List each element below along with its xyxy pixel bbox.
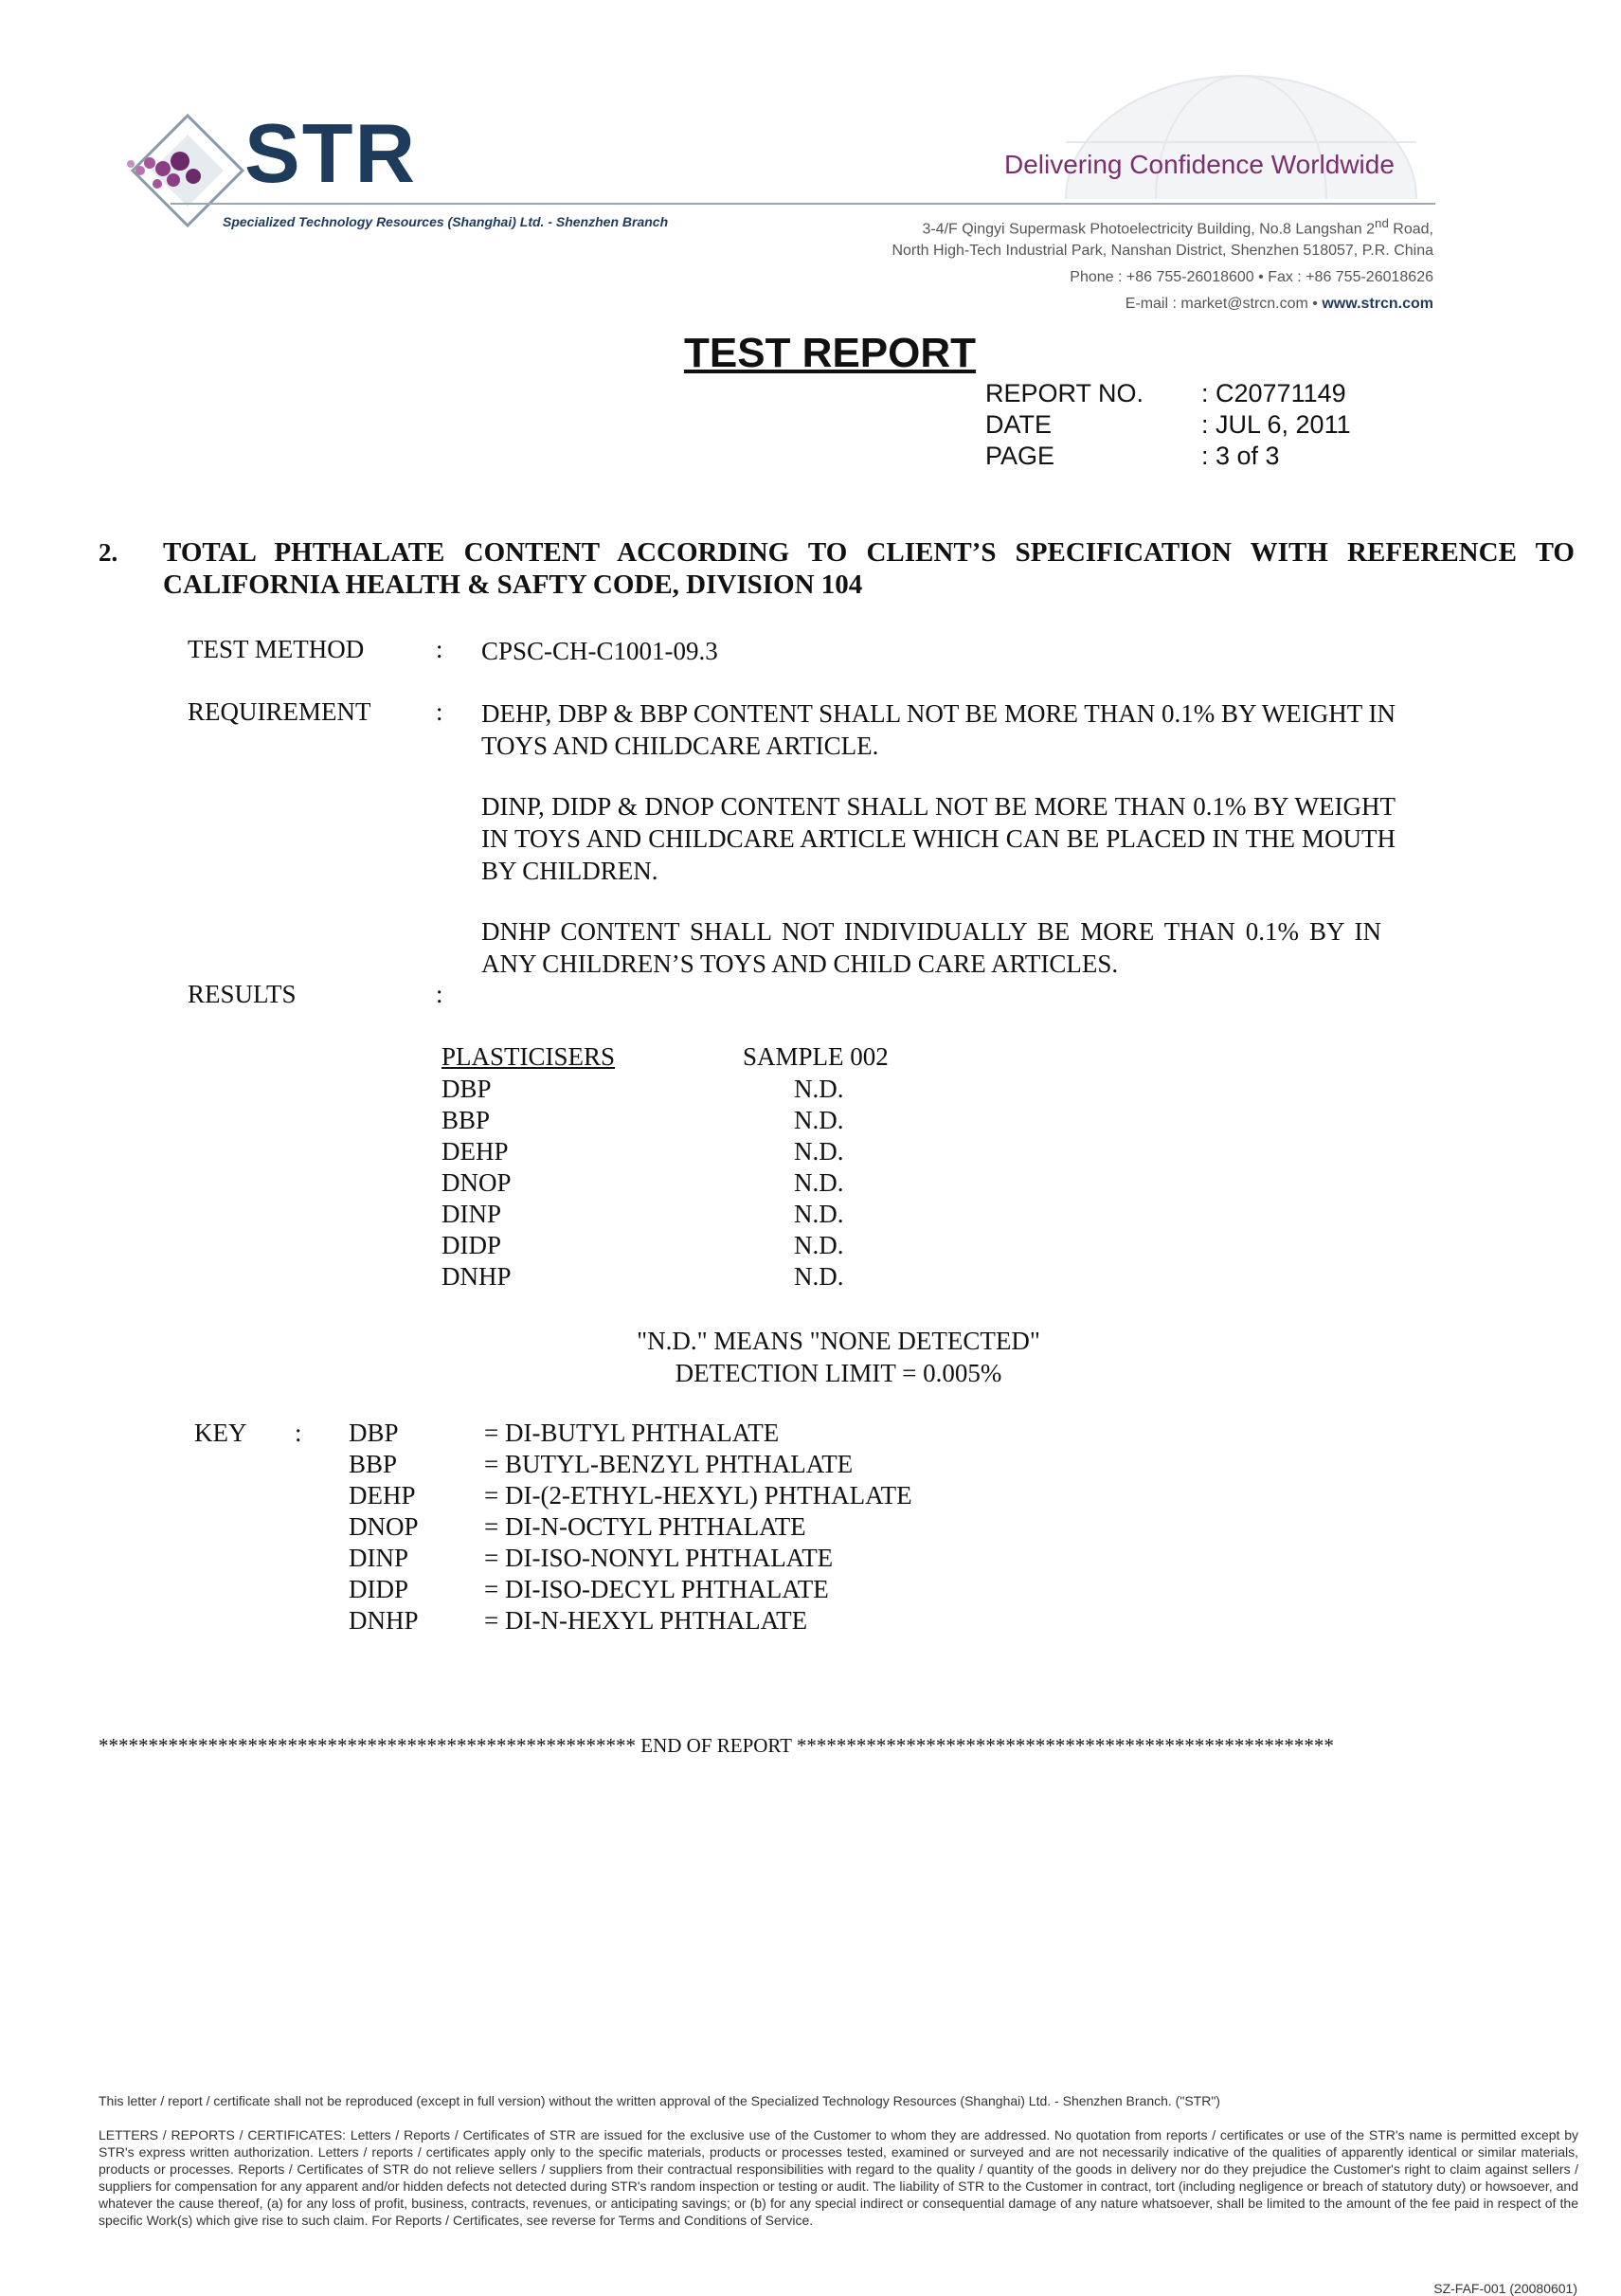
key-meaning: = DI-N-HEXYL PHTHALATE [484,1606,808,1635]
key-meanings [484,1418,912,1636]
footer-reproduction-notice: This letter / report / certificate shall not be reproduced (except in full version) without the written approval of the Specialized Technology Resources (Shanghai) Ltd. - Shenzhen Branch. ("STR") [99,2093,1220,2108]
key-label: KEY [194,1419,247,1447]
email: E-mail : market@strcn.com [1125,296,1308,312]
key-meaning: = DI-(2-ETHYL-HEXYL) PHTHALATE [484,1481,912,1510]
meta-date-label: DATE [985,410,1053,439]
requirement-label: REQUIREMENT [188,697,371,726]
key-meaning: = DI-N-OCTYL PHTHALATE [484,1512,806,1541]
test-method-colon: : [436,635,443,663]
requirement-paragraph-1: DEHP, DBP & BBP CONTENT SHALL NOT BE MORE THAN 0.1% BY WEIGHT IN TOYS AND CHILDCARE ARTICLE. [481,699,1396,760]
email-website: E-mail : market@strcn.com • www.strcn.com [1125,296,1433,312]
nd-note: "N.D." MEANS "NONE DETECTED" [637,1327,1040,1355]
results-table-names [441,1074,512,1293]
address-line-2: North High-Tech Industrial Park, Nanshan District, Shenzhen 518057, P.R. China [892,243,1433,259]
table-row-name: DNOP [441,1168,512,1197]
table-row-value: N.D. [794,1075,844,1103]
meta-date-value: : JUL 6, 2011 [1201,410,1351,439]
key-abbr: DIDP [349,1575,409,1603]
table-row-name: BBP [441,1106,491,1134]
end-of-report: ****************************************************** END OF REPORT ****************************************************** [99,1734,1334,1757]
table-header-sample: SAMPLE 002 [743,1042,889,1071]
table-header-plasticisers: PLASTICISERS [441,1042,616,1071]
address-line-1: 3-4/F Qingyi Supermask Photoelectricity Building, No.8 Langshan 2nd Road, [922,216,1433,238]
results-table-values [794,1074,844,1293]
meta-page-value: : 3 of 3 [1201,442,1280,470]
table-row-value: N.D. [794,1137,844,1166]
requirement-colon: : [436,697,443,726]
table-row-value: N.D. [794,1262,844,1291]
company-name: Specialized Technology Resources (Shanghai) Ltd. - Shenzhen Branch [223,214,669,229]
section-title: TOTAL PHTHALATE CONTENT ACCORDING TO CLIENT’S SPECIFICATION WITH REFERENCE TO CALIFORNIA HEALTH & SAFTY CODE, DIVISION 104 [163,537,1575,600]
key-colon: : [295,1419,302,1447]
table-row-name: DEHP [441,1137,509,1166]
key-abbr: DINP [349,1544,409,1572]
detection-limit: DETECTION LIMIT = 0.005% [675,1359,1002,1387]
key-abbr: DEHP [349,1481,416,1510]
key-abbreviations [349,1418,419,1636]
table-row-value: N.D. [794,1106,844,1134]
test-method-value: CPSC-CH-C1001-09.3 [481,637,718,665]
test-method-label: TEST METHOD [188,635,365,663]
table-row-value: N.D. [794,1231,844,1259]
form-code: SZ-FAF-001 (20080601) [1433,2281,1577,2296]
table-row-name: DBP [441,1075,492,1103]
key-abbr: DBP [349,1419,399,1447]
key-meaning: = DI-ISO-DECYL PHTHALATE [484,1575,829,1603]
results-label: RESULTS [188,980,297,1008]
key-abbr: DNHP [349,1606,419,1635]
footer-terms: LETTERS / REPORTS / CERTIFICATES: Letters / Reports / Certificates of STR are issued for the exclusive use of the Customer to whom they are addressed. No quotation from reports / certificates or use of the STR's name is permitted except by STR's express written authorization. Letters / reports / certificates apply only to the specific materials, products or processes tested, examined or surveyed and are not necessarily indicative of the qualities of apparently identical or similar materials, products or processes. Reports / Certificates of STR do not relieve sellers / suppliers from their contractual responsibilities with regard to the quality / quantity of the goods in delivery nor do they prejudice the Customer's right to claim against sellers / suppliers for compensation for any apparent and/or hidden defects not detected during STR's random inspection or testing or audit. The liability of STR to the Customer in contract, tort (including negligence or breach of statutory duty) or howsoever, and whatever the cause thereof, (a) for any loss of profit, business, contracts, revenues, or anticipating savings; or (b) for any special indirect or consequential damage of any nature whatsoever, shall be limited to the amount of the fee paid in respect of the specific Work(s) which give rise to such claim. For Reports / Certificates, see reverse for Terms and Conditions of Service. [99,2127,1578,2228]
website-link[interactable]: www.strcn.com [1322,296,1433,312]
phone-fax: Phone : +86 755-26018600 • Fax : +86 755-26018626 [1070,269,1433,285]
header-divider [171,203,1435,205]
report-title: TEST REPORT [684,330,977,376]
section-number: 2. [99,538,118,567]
results-colon: : [436,980,443,1008]
table-row-name: DNHP [441,1262,512,1291]
str-logo-text: STR [244,106,417,200]
requirement-paragraph-2: DINP, DIDP & DNOP CONTENT SHALL NOT BE MORE THAN 0.1% BY WEIGHT IN TOYS AND CHILDCARE ARTICLE WHICH CAN BE PLACED IN THE MOUTH BY CHILDREN. [481,792,1396,885]
key-meaning: = BUTYL-BENZYL PHTHALATE [484,1450,854,1478]
key-abbr: BBP [349,1450,398,1478]
tagline: Delivering Confidence Worldwide [1004,150,1395,179]
table-row-name: DINP [441,1200,502,1228]
requirement-paragraph-3: DNHP CONTENT SHALL NOT INDIVIDUALLY BE MORE THAN 0.1% BY IN ANY CHILDREN’S TOYS AND CHILD CARE ARTICLES. [481,917,1381,978]
key-meaning: = DI-ISO-NONYL PHTHALATE [484,1544,834,1572]
key-meaning: = DI-BUTYL PHTHALATE [484,1419,780,1447]
meta-report-no-label: REPORT NO. [985,379,1144,407]
table-row-value: N.D. [794,1168,844,1197]
meta-report-no-value: : C20771149 [1201,379,1346,407]
table-row-value: N.D. [794,1200,844,1228]
meta-page-label: PAGE [985,442,1055,470]
key-abbr: DNOP [349,1512,419,1541]
table-row-name: DIDP [441,1231,502,1259]
